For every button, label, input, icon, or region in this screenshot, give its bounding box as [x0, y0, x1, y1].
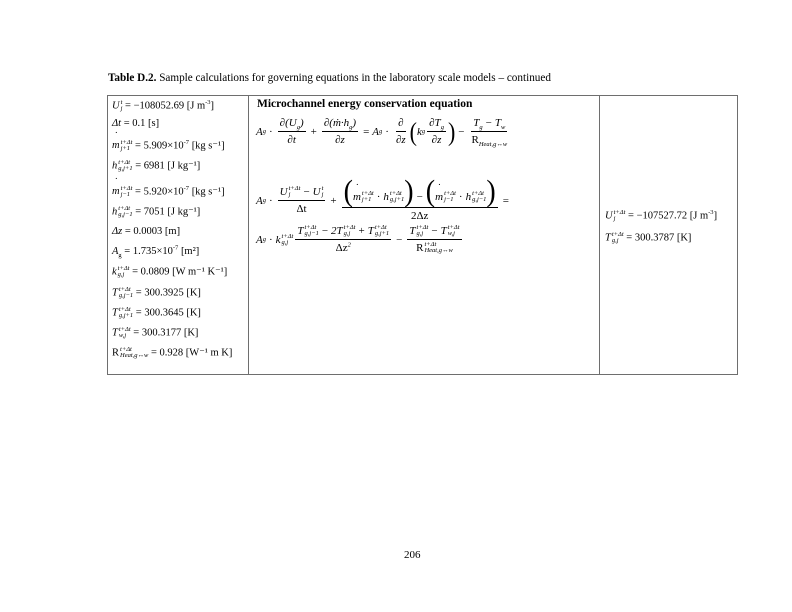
input-T-j+1: T t+Δt g,j+1 = 300.3645 [K] [112, 306, 201, 319]
page-number: 206 [404, 549, 421, 561]
equation-title: Microchannel energy conservation equation [257, 98, 473, 110]
input-dt: Δt = 0.1 [s] [112, 118, 160, 129]
inputs-column [108, 96, 249, 374]
caption-text: Sample calculations for governing equations in the laboratory scale models – continued [156, 72, 551, 84]
input-T-j-1: T t+Δt g,j−1 = 300.3925 [K] [112, 286, 201, 299]
input-h-j-1: h t+Δt g,j−1 = 7051 [J kg⁻¹] [112, 205, 201, 218]
input-h-j+1: h t+Δt g,j+1 = 6981 [J kg⁻¹] [112, 159, 201, 172]
input-m-j-1: ˙ m t+Δt j−1 = $5.920\times 10^{-7}$ [kg s⁻¹] [112, 186, 225, 198]
results-column [599, 96, 737, 374]
input-Ag: $A_g = 1.735\times 10^{-7}$ [m²] [112, 244, 200, 260]
table-caption [108, 72, 551, 84]
discrete-equation-line1: A g · U t+Δt j − U t j Δt + (˙ m t+Δt j+1 · h t+Δt g,j+1 ) − (˙ m t+Δt j−1 · h t+Δt g,j−1 ) 2Δz = [256, 178, 512, 223]
equation-column [248, 96, 600, 374]
result-U: U t+Δt j = −107527.72 [J $m^{-3}$] [605, 208, 718, 222]
input-R-heat: R t+Δt Heat,g↔w = 0.928 [W⁻¹ m K] [112, 346, 233, 359]
input-k: k t+Δt g,j = 0.0809 [W m⁻¹ K⁻¹] [112, 265, 228, 278]
discrete-equation-line2: A g · k t+Δt g,j T t+Δt g,j−1 − 2T t+Δt g,j + T t+Δt g,j+1 $\Delta z^2$ − T t+Δt g,j − T t+Δt w,j R t+Δt Heat,g↔w [256, 224, 460, 255]
input-U-t: U t j = −108052.69 [J $m^{-3}$] [112, 98, 215, 112]
table-label: Table D.2. [108, 72, 157, 84]
calculation-table [107, 95, 738, 375]
result-T: T t+Δt g,j = 300.3787 [K] [605, 231, 692, 244]
input-m-j+1: ˙ m t+Δt j+1 = $5.909\times 10^{-7}$ [kg s⁻¹] [112, 140, 225, 152]
input-dz: Δz = 0.0003 [m] [112, 226, 181, 237]
general-equation: A g · $\frac{\partial(U_g)}{\partial t}$ + $\frac{\partial(ṁ\cdot h_g)}{\partial z}$ = A g · $\frac{\partial}{\partial z}$ ( k g $\frac{\partial T_g}{\partial z}$ ) − $\frac{T_g - T_w}{R_{Heat,g\leftrightarrow w}}$ [256, 115, 508, 149]
input-Tw: T t+Δt w,j = 300.3177 [K] [112, 326, 199, 339]
